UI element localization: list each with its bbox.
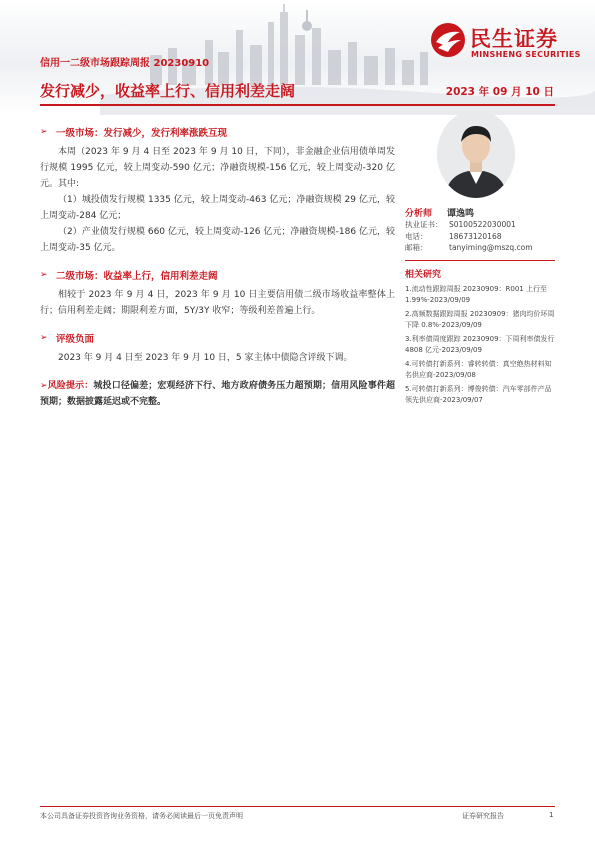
footer-report-type: 证券研究报告 bbox=[462, 812, 504, 820]
report-title: 发行减少，收益率上行、信用利差走阔 bbox=[40, 82, 296, 100]
analyst-name: 谭逸鸣 bbox=[447, 209, 475, 219]
related-research-title: 相关研究 bbox=[405, 269, 442, 280]
logo-text-cn: 民生证券 bbox=[470, 27, 558, 51]
related-research-item[interactable]: 1.流动性跟踪周报 20230909：R001 上行至 1.99%-2023/09/09 bbox=[405, 284, 547, 304]
email-link[interactable]: tanyiming@mszq.com bbox=[449, 243, 533, 252]
header-divider bbox=[40, 104, 555, 106]
section-primary-market bbox=[40, 125, 395, 256]
arrow-bullet-icon: ➢ bbox=[40, 127, 48, 137]
arrow-bullet-icon: ➢ bbox=[40, 381, 48, 391]
sidebar-divider bbox=[405, 260, 555, 261]
arrow-bullet-icon: ➢ bbox=[40, 333, 48, 343]
report-date: 2023 年 09 月 10 日 bbox=[445, 86, 554, 98]
section-title: 一级市场：发行减少，发行利率涨跌互现 bbox=[56, 128, 228, 139]
related-research-item[interactable]: 4.可转债打新系列：睿转转债：真空绝热材料知名供应商-2023/09/08 bbox=[405, 359, 552, 379]
analyst-phone: 电话： 18673120168 bbox=[405, 231, 502, 241]
paragraph: （1）城投债发行规模 1335 亿元，较上周变动-463 亿元；净融资规模 29 亿元，较上周变动-284 亿元； bbox=[40, 195, 395, 221]
main-content bbox=[40, 125, 395, 422]
report-series: 信用一二级市场跟踪周报 20230910 bbox=[40, 58, 210, 69]
section-secondary-market bbox=[40, 268, 395, 319]
analyst-avatar-icon bbox=[437, 110, 515, 198]
section-risk bbox=[40, 378, 395, 410]
risk-text: 城投口径偏差；宏观经济下行、地方政府债务压力超预期；信用风险事件超预期；数据披露延迟或不完整。 bbox=[40, 381, 395, 407]
paragraph: 2023 年 9 月 4 日至 2023 年 9 月 10 日，5 家主体中债隐含评级下调。 bbox=[58, 353, 353, 363]
arrow-bullet-icon: ➢ bbox=[40, 270, 48, 280]
footer-divider bbox=[40, 806, 555, 807]
analyst-license: 执业证书： S0100522030001 bbox=[405, 220, 516, 229]
sidebar bbox=[405, 110, 555, 409]
risk-label: 风险提示： bbox=[47, 381, 94, 391]
analyst-email: 邮箱： tanyiming@mszq.com bbox=[405, 243, 533, 252]
paragraph: （2）产业债发行规模 660 亿元，较上周变动-126 亿元；净融资规模-186 亿元，较上周变动-35 亿元。 bbox=[40, 227, 395, 253]
section-title: 二级市场：收益率上行，信用利差走阔 bbox=[56, 271, 218, 282]
analyst-photo bbox=[437, 110, 515, 198]
page-number: 1 bbox=[549, 811, 554, 819]
paragraph: 本周（2023 年 9 月 4 日至 2023 年 9 月 10 日，下同），非金融企业信用债单周发行规模 1995 亿元，较上周变动-590 亿元；净融资规模-156 亿元，较上周变动-320 亿元。其中: bbox=[40, 147, 395, 189]
analyst-label: 分析师 bbox=[405, 209, 433, 219]
minsheng-logo bbox=[430, 22, 590, 66]
related-research-item[interactable]: 3.利率债周度跟踪 20230909：下周利率债发行 4808 亿元-2023/09/09 bbox=[405, 334, 555, 354]
minsheng-logo-icon bbox=[430, 22, 466, 58]
section-rating-negative bbox=[40, 331, 395, 366]
related-research-item[interactable]: 5.可转债打新系列：博俊转债：汽车零部件产品领先供应商-2023/09/07 bbox=[405, 384, 552, 404]
paragraph: 相较于 2023 年 9 月 4 日，2023 年 9 月 10 日主要信用债二级市场收益率整体上行；信用利差走阔；期限利差方面，5Y/3Y 收窄；等级利差普遍上行。 bbox=[40, 290, 395, 316]
related-research-item[interactable]: 2.高频数据跟踪周报 20230909：猪肉均价环周下降 0.8%-2023/09/09 bbox=[405, 309, 555, 329]
logo-text-en: MINSHENG SECURITIES bbox=[471, 50, 581, 59]
footer-disclaimer: 本公司具备证券投资咨询业务资格，请务必阅读最后一页免责声明 bbox=[40, 812, 243, 820]
report-header bbox=[0, 0, 595, 115]
section-title: 评级负面 bbox=[56, 334, 95, 345]
